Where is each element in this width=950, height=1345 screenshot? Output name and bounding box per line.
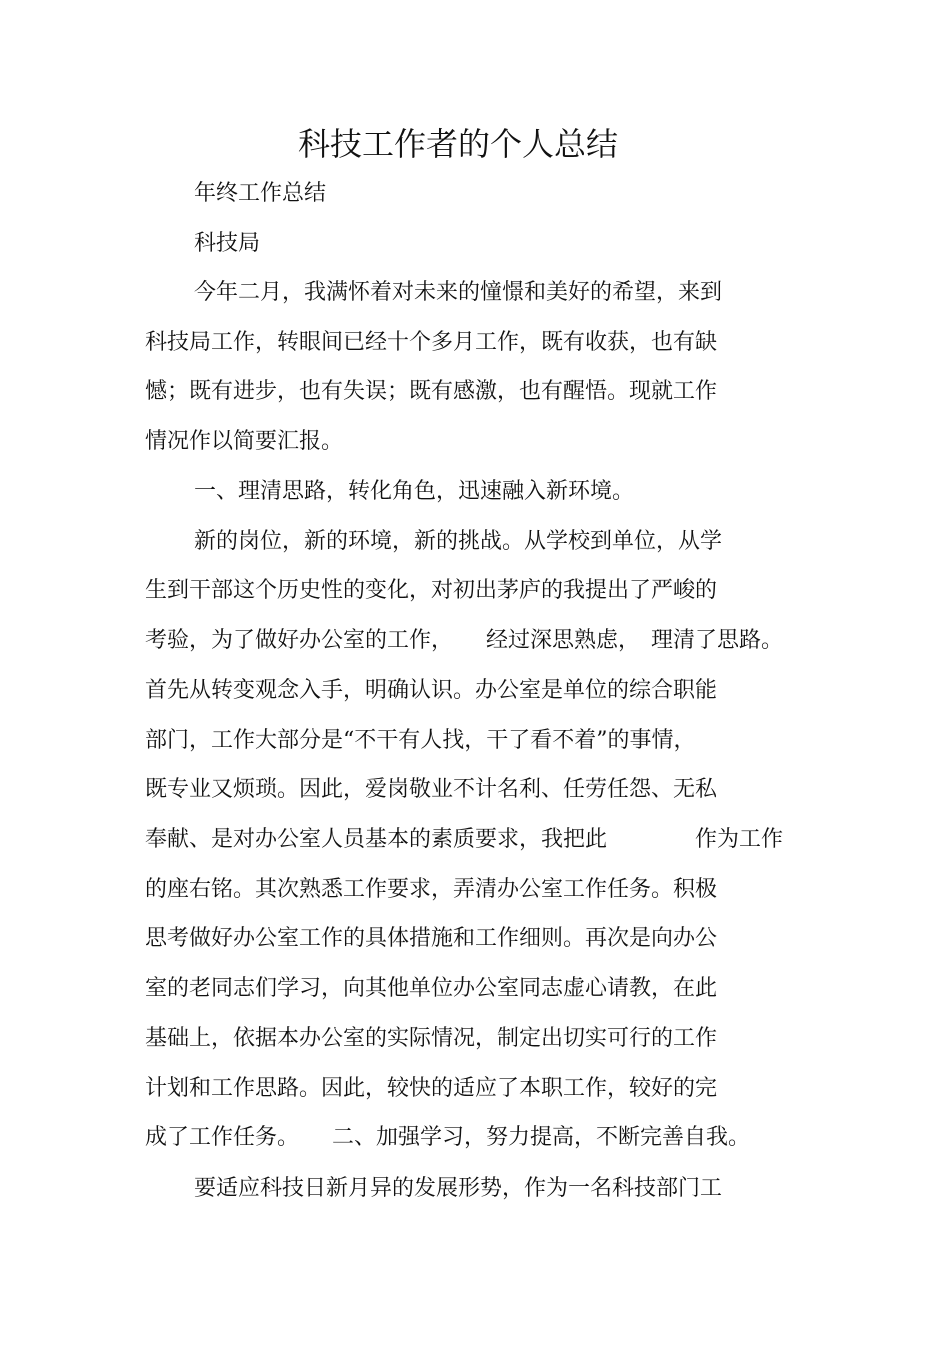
paragraph-line: 新的岗位，新的环境，新的挑战。从学校到单位，从学 xyxy=(194,529,723,554)
paragraph-line: 基础上，依据本办公室的实际情况，制定出切实可行的工作 xyxy=(145,1026,718,1051)
paragraph-line: 憾；既有进步，也有失误；既有感激，也有醒悟。现就工作 xyxy=(145,379,718,404)
paragraph-line: 要适应科技日新月异的发展形势，作为一名科技部门工 xyxy=(194,1176,723,1201)
section-heading: 一、理清思路，转化角色，迅速融入新环境。 xyxy=(194,479,635,504)
paragraph-line: 奉献、是对办公室人员基本的素质要求，我把此 作为工作 xyxy=(145,827,784,852)
paragraph-line: 生到干部这个历史性的变化，对初出茅庐的我提出了严峻的 xyxy=(145,578,718,603)
document-title: 科技工作者的个人总结 xyxy=(297,125,618,163)
paragraph-line: 计划和工作思路。因此，较快的适应了本职工作，较好的完 xyxy=(145,1076,718,1101)
paragraph-line: 部门，工作大部分是“不干有人找，干了看不着”的事情， xyxy=(145,728,696,753)
paragraph-line: 思考做好办公室工作的具体措施和工作细则。再次是向办公 xyxy=(145,926,718,951)
subtitle-line: 年终工作总结 xyxy=(194,181,327,206)
paragraph-line: 成了工作任务。 二、加强学习，努力提高，不断完善自我。 xyxy=(145,1125,751,1150)
paragraph-line: 今年二月，我满怀着对未来的憧憬和美好的希望，来到 xyxy=(194,280,723,305)
paragraph-line: 首先从转变观念入手，明确认识。办公室是单位的综合职能 xyxy=(145,678,718,703)
department-line: 科技局 xyxy=(194,231,261,256)
paragraph-line: 室的老同志们学习，向其他单位办公室同志虚心请教，在此 xyxy=(145,976,718,1001)
paragraph-line: 的座右铭。其次熟悉工作要求，弄清办公室工作任务。积极 xyxy=(145,877,718,902)
paragraph-line: 科技局工作，转眼间已经十个多月工作，既有收获，也有缺 xyxy=(145,330,718,355)
paragraph-line: 既专业又烦琐。因此，爱岗敬业不计名利、任劳任怨、无私 xyxy=(145,777,718,802)
paragraph-line: 情况作以简要汇报。 xyxy=(145,429,344,454)
paragraph-line: 考验，为了做好办公室的工作， 经过深思熟虑， 理清了思路。 xyxy=(145,628,784,653)
